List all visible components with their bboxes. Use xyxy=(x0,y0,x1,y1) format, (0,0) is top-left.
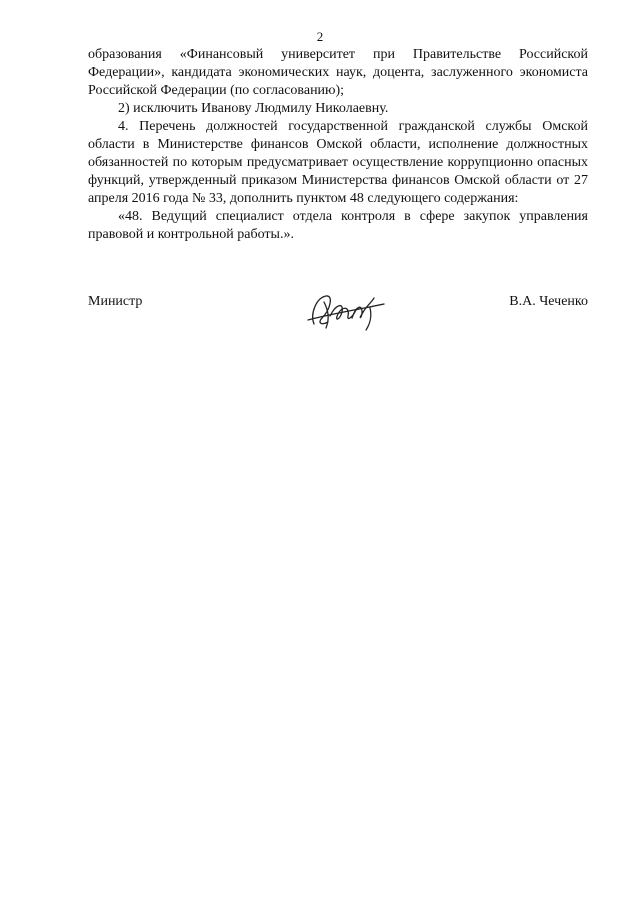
paragraph-quote-48: «48. Ведущий специалист отдела контроля в сфере закупок управления правовой и контрольной работы.». xyxy=(88,209,588,242)
signatory-title: Министр xyxy=(88,294,143,309)
handwritten-signature xyxy=(300,288,390,332)
signatory-name: В.А. Чеченко xyxy=(509,294,588,309)
page-number: 2 xyxy=(316,29,324,44)
paragraph-continuation: образования «Финансовый университет при Правительстве Российской Федерации», кандидата экономических наук, доцента, заслуженного экономиста Российской Федерации (по согласованию); xyxy=(88,47,588,98)
paragraph-item-2: 2) исключить Иванову Людмилу Николаевну. xyxy=(118,101,389,116)
paragraph-item-4: 4. Перечень должностей государственной гражданской службы Омской области в Министерстве финансов Омской области, исполнение должностных обязанностей по которым предусматривает осуществление коррупционно опасных функций, утвержденный приказом Министерства финансов Омской области от 27 апреля 2016 года № 33, дополнить пунктом 48 следующего содержания: xyxy=(88,119,588,206)
document-body xyxy=(88,46,588,244)
